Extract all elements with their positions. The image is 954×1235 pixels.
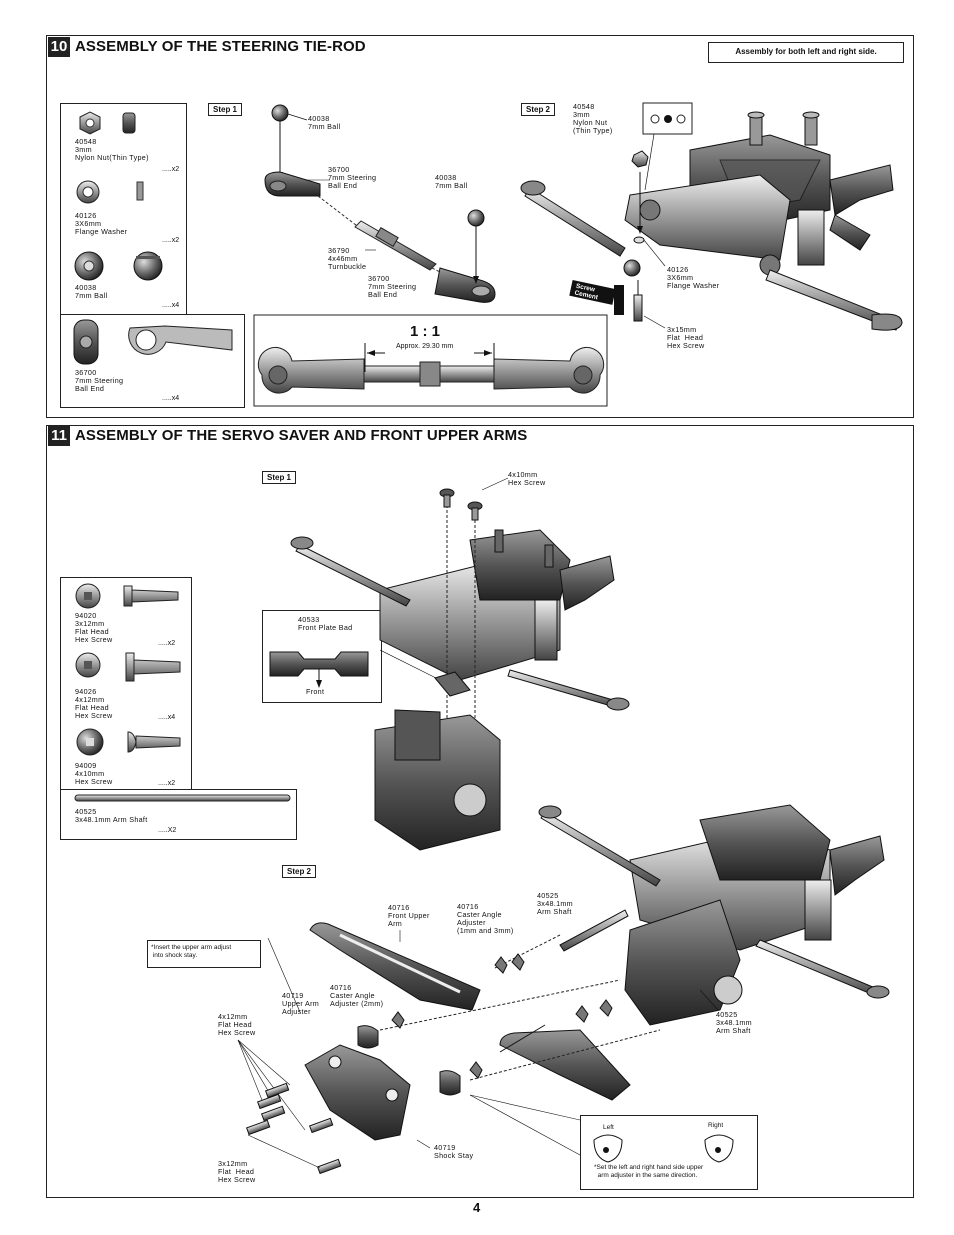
callout-arm-shaft-top: 40525 3x48.1mm Arm Shaft	[537, 891, 573, 916]
callout-hex-screw: 3x15mm Flat Head Hex Screw	[667, 325, 705, 350]
callout-flat-head-4x12: 4x12mm Flat Head Hex Screw	[218, 1012, 256, 1037]
callout-ball-end-top: 36700 7mm Steering Ball End	[328, 165, 377, 190]
part-label-flat-head-3x12: 94020 3x12mm Flat Head Hex Screw	[75, 611, 113, 644]
part-label-flat-head-4x12: 94026 4x12mm Flat Head Hex Screw	[75, 687, 113, 720]
section-11-step2-tag: Step 2	[282, 865, 316, 878]
section-10-title: ASSEMBLY OF THE STEERING TIE-ROD	[75, 38, 366, 55]
callout-front: Front	[306, 687, 325, 696]
part-label-nylon-nut: 40548 3mm Nylon Nut(Thin Type)	[75, 137, 149, 162]
callout-front-plate-bad: 40533 Front Plate Bad	[298, 615, 353, 632]
callout-nylon-nut: 40548 3mm Nylon Nut (Thin Type)	[573, 102, 613, 135]
callout-ball-end-bottom: 36700 7mm Steering Ball End	[368, 274, 417, 299]
right-label: Right	[708, 1122, 724, 1129]
part-qty-ball-end: .....x4	[162, 395, 180, 402]
part-label-hex-screw-4x10: 94009 4x10mm Hex Screw	[75, 761, 113, 786]
callout-ball-right: 40038 7mm Ball	[435, 173, 468, 190]
callout-flange-washer: 40126 3X6mm Flange Washer	[667, 265, 720, 290]
part-label-flange-washer: 40126 3X6mm Flange Washer	[75, 211, 128, 236]
callout-caster-adjuster-2mm: 40716 Caster Angle Adjuster (2mm)	[330, 983, 384, 1008]
callout-front-upper-arm: 40716 Front Upper Arm	[388, 903, 430, 928]
callout-flat-head-3x12: 3x12mm Flat Head Hex Screw	[218, 1159, 256, 1184]
flat-head-screw-icon	[76, 653, 180, 681]
arm-shaft-icon	[75, 795, 290, 801]
section-10-number: 10	[48, 37, 70, 57]
scale-label: 1 : 1	[410, 323, 441, 340]
part-qty-ball: .....x4	[162, 302, 180, 309]
part-qty-flange-washer: .....x2	[162, 237, 180, 244]
part-qty-flat-head-4x12: .....x4	[158, 714, 176, 721]
direction-note: *Set the left and right hand side upper arm adjuster in the same direction.	[594, 1164, 704, 1179]
screw-cement-label: Screw Cement	[573, 282, 599, 302]
insert-note: *Insert the upper arm adjust into shock stay.	[151, 944, 232, 959]
section-10-note: Assembly for both left and right side.	[735, 47, 877, 56]
approx-length: Approx. 29.30 mm	[396, 343, 454, 350]
part-label-ball: 40038 7mm Ball	[75, 283, 108, 300]
callout-arm-shaft-right: 40525 3x48.1mm Arm Shaft	[716, 1010, 752, 1035]
callout-upper-arm-adjuster: 40719 Upper Arm Adjuster	[282, 991, 320, 1016]
hex-screw-icon	[77, 729, 180, 755]
part-label-arm-shaft: 40525 3x48.1mm Arm Shaft	[75, 807, 148, 824]
part-qty-nylon-nut: .....x2	[162, 166, 180, 173]
section-11-number: 11	[48, 426, 70, 446]
part-label-ball-end: 36700 7mm Steering Ball End	[75, 368, 124, 393]
page-number: 4	[473, 1200, 481, 1215]
part-qty-flat-head-3x12: .....x2	[158, 640, 176, 647]
section-10-step1-tag: Step 1	[208, 103, 242, 116]
section-11-step1-tag: Step 1	[262, 471, 296, 484]
flat-head-screw-icon	[76, 584, 178, 608]
part-qty-arm-shaft: .....X2	[158, 827, 177, 834]
callout-ball-top: 40038 7mm Ball	[308, 114, 341, 131]
callout-caster-adjuster: 40716 Caster Angle Adjuster (1mm and 3mm)	[457, 902, 514, 935]
section-10-step2-tag: Step 2	[521, 103, 555, 116]
callout-turnbuckle: 36790 4x46mm Turnbuckle	[328, 246, 367, 271]
section-11-title: ASSEMBLY OF THE SERVO SAVER AND FRONT UPPER ARMS	[75, 427, 528, 444]
callout-hex-screw-4x10: 4x10mm Hex Screw	[508, 470, 546, 487]
part-qty-hex-screw-4x10: .....x2	[158, 780, 176, 787]
callout-shock-stay: 40719 Shock Stay	[434, 1143, 474, 1160]
left-label: Left	[603, 1124, 614, 1131]
